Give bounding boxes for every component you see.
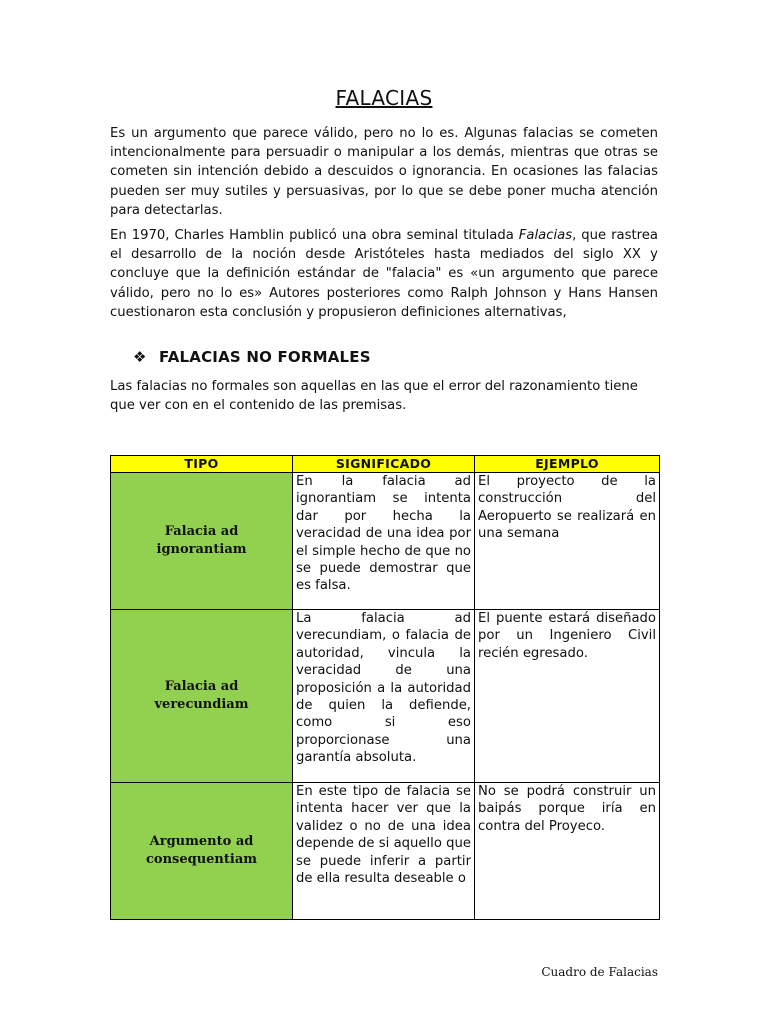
book-title: Falacias: [518, 228, 573, 243]
significado-cell: [293, 783, 475, 920]
section-heading-text: FALACIAS NO FORMALES: [159, 348, 371, 366]
significado-cell: En la falacia ad ignorantiam se intenta dar por hecha la veracidad de una idea por el simple hecho de que no se puede demostrar que es falsa.: [293, 473, 475, 610]
fallacies-table: [110, 455, 660, 920]
ejemplo-cell: No se podrá construir un baipás porque iría en contra del Proyeco.: [475, 783, 660, 920]
header-ejemplo: EJEMPLO: [475, 456, 660, 473]
header-tipo: TIPO: [111, 456, 293, 473]
tipo-cell: [111, 783, 293, 920]
tipo-line: consequentiam: [145, 852, 257, 867]
tipo-line: verecundiam: [154, 697, 249, 712]
ejemplo-cell: El puente estará diseñado por un Ingeniero Civil recién egresado.: [475, 610, 660, 783]
significado-text: En este tipo de falacia se intenta hacer ver que la validez o no de una idea depende de si aquello que se puede inferir a partir de ella resulta deseable o: [296, 784, 471, 887]
tipo-line: Argumento ad: [149, 834, 254, 849]
tipo-line: Falacia ad: [164, 524, 239, 539]
intro-paragraph: Es un argumento que parece válido, pero no lo es. Algunas falacias se cometen intencionalmente para persuadir o manipular a los demás, mientras que otras se cometen sin intención debido a descuidos o ignorancia. En ocasiones las falacias pueden ser muy sutiles y persuasivas, por lo que se debe poner mucha atención para detectarlas.: [110, 126, 658, 218]
diamond-bullet-icon: ❖: [133, 348, 147, 366]
section-paragraph: Las falacias no formales son aquellas en las que el error del razonamiento tiene que ver con en el contenido de las premisas.: [110, 379, 638, 414]
page-footer: Cuadro de Falacias: [541, 965, 658, 979]
table-row: [111, 473, 660, 610]
tipo-cell: [111, 473, 293, 610]
tipo-cell: [111, 610, 293, 783]
history-paragraph: [110, 226, 658, 322]
page-title: FALACIAS: [335, 86, 433, 110]
header-significado: SIGNIFICADO: [293, 456, 475, 473]
table-row: [111, 783, 660, 920]
ejemplo-cell: El proyecto de la construcción del Aeropuerto se realizará en una semana: [475, 473, 660, 610]
section-heading: [133, 348, 371, 366]
tipo-line: ignorantiam: [156, 542, 247, 557]
table-header-row: [111, 456, 660, 473]
table-row: [111, 610, 660, 783]
history-text-start: En 1970, Charles Hamblin publicó una obra seminal titulada: [110, 228, 519, 243]
history-text-end: , que rastrea el desarrollo de la noción desde Aristóteles hasta mediados del siglo XX y concluye que la definición estándar de "falacia" es «un argumento que parece válido, pero no lo es» Autores posteriores como Ralph Johnson y Hans Hansen cuestionaron esta conclusión y propusieron definiciones alternativas,: [110, 228, 659, 320]
tipo-line: Falacia ad: [164, 679, 239, 694]
significado-cell: La falacia ad verecundiam, o falacia de autoridad, vincula la veracidad de una proposición a la autoridad de quien la defiende, como si eso proporcionase una garantía absoluta.: [293, 610, 475, 783]
